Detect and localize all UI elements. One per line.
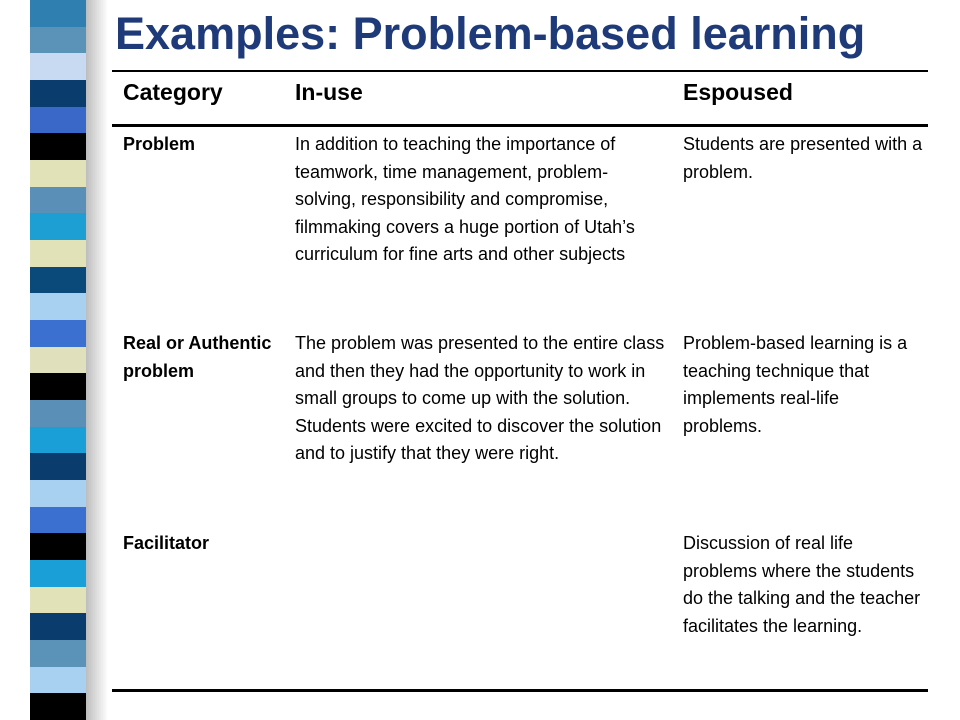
stripe-block: [30, 133, 86, 160]
stripe-block: [30, 0, 86, 27]
stripe-block: [30, 373, 86, 400]
stripe-block: [30, 560, 86, 587]
row-in-use: In addition to teaching the importance of teamwork, time management, problem-solving, responsibility and compromise, filmmaking covers a huge portion of Utah’s curriculum for fine arts and other subjects: [295, 134, 635, 264]
stripe-block: [30, 453, 86, 480]
stripe-block: [30, 347, 86, 374]
stripe-block: [30, 640, 86, 667]
stripe-block: [30, 160, 86, 187]
header-category: Category: [123, 79, 223, 105]
row-espoused: Discussion of real life problems where the students do the talking and the teacher facilitates the learning.: [683, 533, 921, 636]
stripe-block: [30, 107, 86, 134]
row-espoused: Problem-based learning is a teaching technique that implements real-life problems.: [683, 333, 908, 436]
stripe-block: [30, 267, 86, 294]
stripe-block: [30, 80, 86, 107]
stripe-block: [30, 693, 86, 720]
row-category: Facilitator: [123, 533, 210, 553]
stripe-block: [30, 187, 86, 214]
stripe-block: [30, 320, 86, 347]
stripe-block: [30, 427, 86, 454]
row-espoused: Students are presented with a problem.: [683, 134, 923, 182]
header-espoused: Espoused: [683, 79, 793, 105]
row-in-use: The problem was presented to the entire class and then they had the opportunity to work in small groups to come up with the solution. Students were excited to discover the solution and to justify that they were right.: [295, 333, 665, 463]
slide-title: Examples: Problem-based learning: [115, 8, 866, 59]
stripe-block: [30, 587, 86, 614]
row-category: Problem: [123, 134, 196, 154]
stripe-block: [30, 400, 86, 427]
stripe-block: [30, 667, 86, 694]
table-bottom-rule: [112, 689, 928, 692]
row-category: Real or Authentic problem: [123, 333, 272, 381]
stripe-block: [30, 507, 86, 534]
stripe-block: [30, 240, 86, 267]
stripe-block: [30, 53, 86, 80]
stripe-block: [30, 533, 86, 560]
table-header-rule: [112, 124, 928, 127]
table-top-rule: [112, 70, 928, 72]
stripe-block: [30, 480, 86, 507]
decorative-stripe: [30, 0, 86, 720]
stripe-block: [30, 213, 86, 240]
stripe-block: [30, 27, 86, 54]
stripe-shadow: [86, 0, 108, 720]
stripe-block: [30, 293, 86, 320]
header-in-use: In-use: [295, 79, 363, 105]
stripe-block: [30, 613, 86, 640]
